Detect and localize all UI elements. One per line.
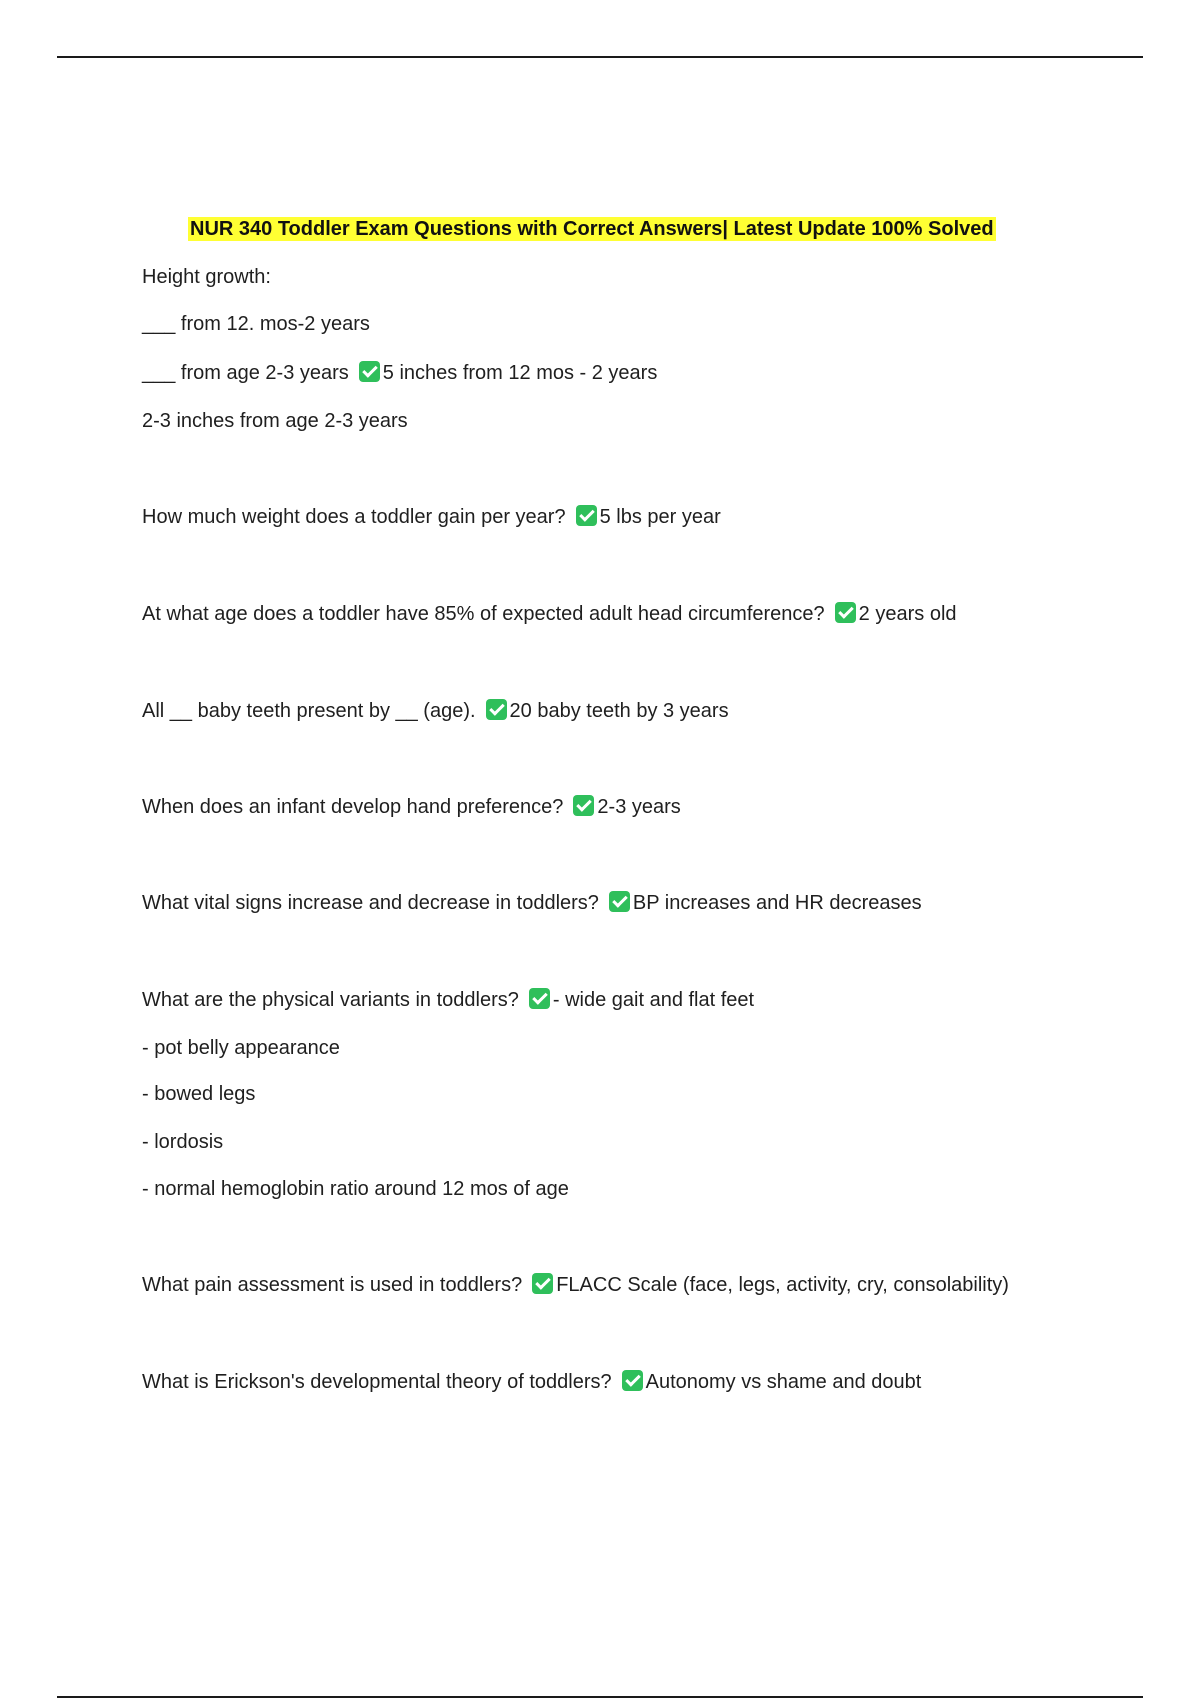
- checkmark-icon: [486, 699, 507, 720]
- text-line: [142, 264, 271, 290]
- checkmark-icon: [359, 361, 380, 382]
- text-line: [142, 311, 370, 337]
- answer-text: BP increases and HR decreases: [632, 892, 922, 914]
- qa-line: [142, 794, 681, 820]
- answer-text: 5 inches from 12 mos - 2 years: [382, 362, 658, 384]
- answer-continuation: 2-3 inches from age 2-3 years: [142, 410, 408, 432]
- question-text: What pain assessment is used in toddlers?: [142, 1274, 523, 1296]
- answer-continuation: - lordosis: [142, 1131, 224, 1153]
- question-text: How much weight does a toddler gain per year?: [142, 506, 566, 528]
- text-line: [142, 1129, 223, 1155]
- qa-line: [142, 504, 721, 530]
- footer-rule: [57, 1696, 1143, 1698]
- checkmark-icon: [573, 795, 594, 816]
- header-rule: [57, 56, 1143, 58]
- checkmark-icon: [622, 1370, 643, 1391]
- question-text: What vital signs increase and decrease in toddlers?: [142, 892, 599, 914]
- qa-line: [142, 698, 729, 724]
- question-text: ___ from 12. mos-2 years: [142, 313, 370, 335]
- text-line: [142, 1081, 255, 1107]
- answer-text: 2 years old: [858, 603, 957, 625]
- title-container: [188, 216, 996, 242]
- qa-line: [142, 890, 922, 916]
- checkmark-icon: [835, 602, 856, 623]
- question-text: ___ from age 2-3 years: [142, 362, 349, 384]
- answer-text: 2-3 years: [597, 796, 681, 818]
- qa-line: [142, 601, 957, 627]
- answer-text: - wide gait and flat feet: [552, 989, 755, 1011]
- qa-line: [142, 1272, 1009, 1298]
- checkmark-icon: [529, 988, 550, 1009]
- answer-text: 5 lbs per year: [599, 506, 721, 528]
- question-text: What are the physical variants in toddlers?: [142, 989, 519, 1011]
- checkmark-icon: [576, 505, 597, 526]
- qa-line: [142, 1369, 921, 1395]
- document-title: NUR 340 Toddler Exam Questions with Correct Answers| Latest Update 100% Solved: [190, 218, 994, 240]
- answer-text: FLACC Scale (face, legs, activity, cry, consolability): [556, 1274, 1009, 1296]
- question-text: Height growth:: [142, 266, 271, 288]
- answer-continuation: - normal hemoglobin ratio around 12 mos of age: [142, 1178, 569, 1200]
- text-line: [142, 1176, 569, 1202]
- answer-continuation: - pot belly appearance: [142, 1037, 340, 1059]
- answer-text: Autonomy vs shame and doubt: [645, 1371, 922, 1393]
- text-line: [142, 408, 408, 434]
- question-text: What is Erickson's developmental theory of toddlers?: [142, 1371, 612, 1393]
- question-text: At what age does a toddler have 85% of expected adult head circumference?: [142, 603, 825, 625]
- checkmark-icon: [609, 891, 630, 912]
- answer-text: 20 baby teeth by 3 years: [509, 700, 729, 722]
- question-text: All __ baby teeth present by __ (age).: [142, 700, 476, 722]
- checkmark-icon: [532, 1273, 553, 1294]
- qa-line: [142, 987, 754, 1013]
- answer-continuation: - bowed legs: [142, 1083, 256, 1105]
- qa-line: [142, 360, 657, 386]
- text-line: [142, 1035, 340, 1061]
- question-text: When does an infant develop hand preference?: [142, 796, 564, 818]
